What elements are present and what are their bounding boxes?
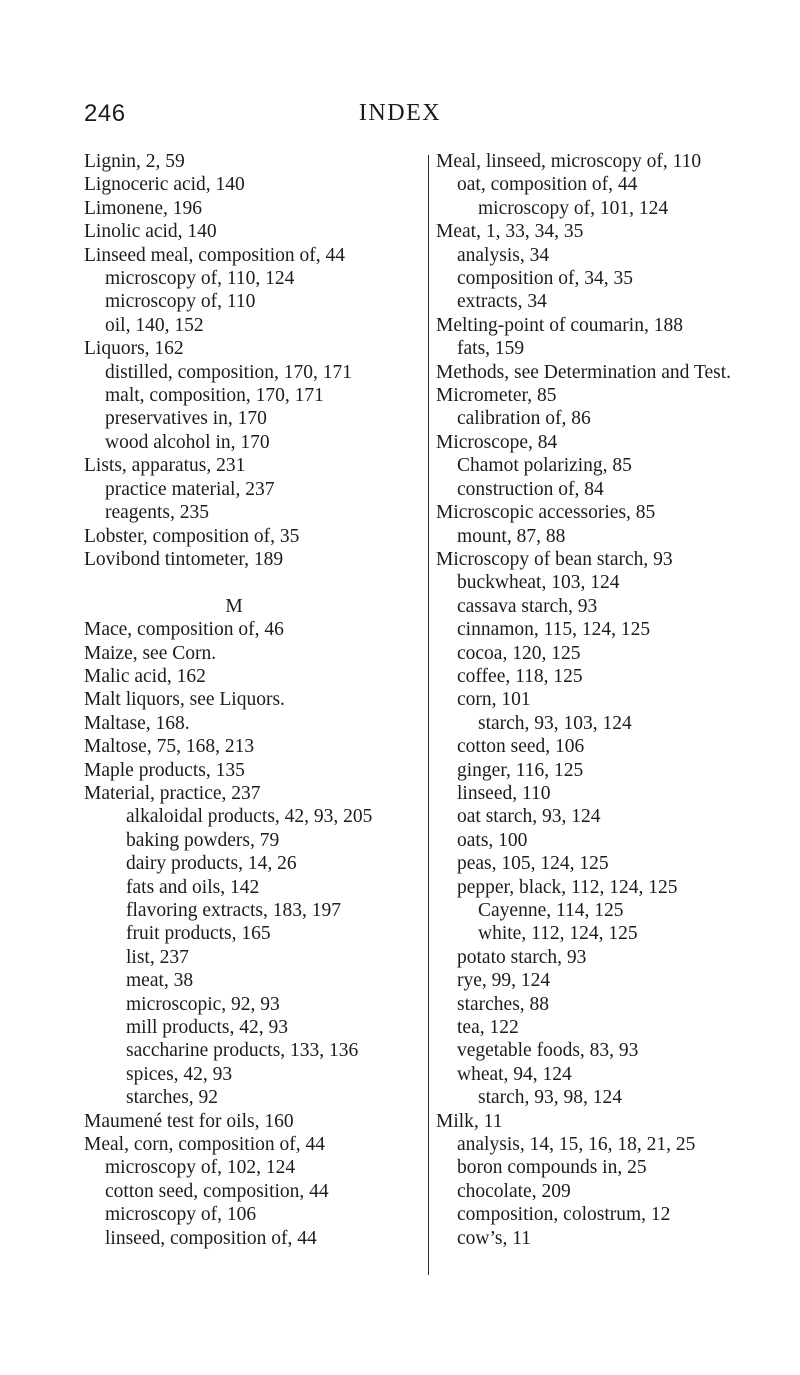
index-entry: Milk, 11 [436, 1110, 503, 1132]
index-subentry: microscopy of, 106 [105, 1204, 257, 1226]
index-subentry: pepper, black, 112, 124, 125 [457, 876, 678, 898]
index-subentry: linseed, 110 [457, 782, 551, 804]
index-subentry: white, 112, 124, 125 [478, 923, 638, 945]
index-subentry: distilled, composition, 170, 171 [105, 361, 352, 383]
index-entry: Linseed meal, composition of, 44 [84, 244, 346, 266]
index-entry: Lignoceric acid, 140 [84, 174, 245, 196]
index-subentry: fruit products, 165 [126, 923, 271, 945]
index-subentry: buckwheat, 103, 124 [457, 572, 620, 594]
index-column-right [436, 150, 796, 1250]
index-entry: Maize, see Corn. [84, 642, 217, 664]
index-subentry: microscopy of, 102, 124 [105, 1157, 296, 1179]
index-subentry: oat starch, 93, 124 [457, 806, 601, 828]
index-subentry: cassava starch, 93 [457, 595, 598, 617]
index-entry: Lignin, 2, 59 [84, 151, 185, 172]
index-subentry: analysis, 34 [457, 244, 550, 266]
index-subentry: coffee, 118, 125 [457, 665, 583, 687]
index-entry: Malt liquors, see Liquors. [84, 689, 285, 711]
index-subentry: peas, 105, 124, 125 [457, 853, 609, 875]
index-subentry: vegetable foods, 83, 93 [457, 1040, 639, 1062]
index-subentry: composition, colostrum, 12 [457, 1204, 671, 1226]
index-subentry: cotton seed, 106 [457, 736, 585, 758]
index-entry: Malic acid, 162 [84, 665, 206, 687]
index-subentry: fats, 159 [457, 338, 525, 360]
index-subentry: saccharine products, 133, 136 [126, 1040, 359, 1062]
index-entry: Material, practice, 237 [84, 782, 261, 804]
index-entry: Meal, linseed, microscopy of, 110 [436, 151, 702, 172]
index-subentry: baking powders, 79 [126, 829, 280, 851]
index-subentry: oats, 100 [457, 829, 528, 851]
index-subentry: fats and oils, 142 [126, 876, 260, 898]
index-subentry: reagents, 235 [105, 502, 209, 524]
index-entry: Liquors, 162 [84, 338, 184, 360]
index-subentry: potato starch, 93 [457, 946, 587, 968]
index-subentry: mill products, 42, 93 [126, 1017, 288, 1039]
index-entry: Melting-point of coumarin, 188 [436, 314, 683, 336]
column-divider [428, 155, 429, 1275]
index-subentry: spices, 42, 93 [126, 1063, 233, 1085]
index-subentry: malt, composition, 170, 171 [105, 385, 324, 407]
index-entry: Limonene, 196 [84, 197, 203, 219]
running-title: INDEX [358, 100, 442, 126]
index-entry: Micrometer, 85 [436, 385, 557, 407]
index-subentry: extracts, 34 [457, 291, 547, 313]
index-entry: Meat, 1, 33, 34, 35 [436, 221, 584, 243]
index-entry: Maumené test for oils, 160 [84, 1110, 294, 1132]
index-subentry: boron compounds in, 25 [457, 1157, 647, 1179]
index-subentry: starches, 92 [126, 1087, 219, 1109]
index-subentry: starch, 93, 98, 124 [478, 1087, 623, 1109]
index-subentry: meat, 38 [126, 970, 194, 992]
index-entry: Microscopic accessories, 85 [436, 502, 656, 524]
index-subentry: alkaloidal products, 42, 93, 205 [126, 806, 373, 828]
index-subentry: tea, 122 [457, 1017, 519, 1039]
index-subentry: oat, composition of, 44 [457, 174, 638, 196]
index-subentry: starches, 88 [457, 993, 550, 1015]
index-subentry: calibration of, 86 [457, 408, 591, 430]
index-subentry: linseed, composition of, 44 [105, 1227, 317, 1249]
section-letter-heading: M [225, 595, 243, 617]
index-entry: Maltase, 168. [84, 712, 190, 734]
index-entry: Microscopy of bean starch, 93 [436, 548, 673, 570]
index-entry: Lovibond tintometer, 189 [84, 548, 284, 570]
index-subentry: microscopic, 92, 93 [126, 993, 280, 1015]
index-subentry: starch, 93, 103, 124 [478, 712, 632, 734]
index-subentry: mount, 87, 88 [457, 525, 566, 547]
index-entry: Linolic acid, 140 [84, 221, 217, 243]
index-subentry: wheat, 94, 124 [457, 1063, 572, 1085]
index-subentry: analysis, 14, 15, 16, 18, 21, 25 [457, 1134, 696, 1156]
index-subentry: cow’s, 11 [457, 1227, 532, 1249]
index-subentry: Cayenne, 114, 125 [478, 900, 624, 921]
index-subentry: rye, 99, 124 [457, 970, 551, 992]
index-entry: Maple products, 135 [84, 759, 245, 781]
index-entry: Lists, apparatus, 231 [84, 455, 246, 477]
page-number: 246 [84, 100, 126, 127]
index-subentry: preservatives in, 170 [105, 408, 267, 430]
index-entry: Methods, see Determination and Test. [436, 361, 732, 383]
index-subentry: flavoring extracts, 183, 197 [126, 899, 341, 921]
index-subentry: microscopy of, 110, 124 [105, 268, 295, 290]
index-column-left [84, 150, 424, 1250]
index-subentry: microscopy of, 101, 124 [478, 197, 669, 219]
index-entry: Lobster, composition of, 35 [84, 525, 300, 547]
section-spacer [84, 571, 424, 594]
index-entry: Maltose, 75, 168, 213 [84, 736, 255, 758]
index-subentry: Chamot polarizing, 85 [457, 455, 632, 477]
index-subentry: practice material, 237 [105, 478, 275, 500]
index-subentry: cocoa, 120, 125 [457, 642, 581, 664]
index-subentry: ginger, 116, 125 [457, 759, 584, 781]
index-subentry: dairy products, 14, 26 [126, 853, 297, 875]
index-subentry: chocolate, 209 [457, 1180, 571, 1202]
index-subentry: construction of, 84 [457, 478, 604, 500]
index-subentry: corn, 101 [457, 689, 531, 711]
index-entry: Microscope, 84 [436, 431, 558, 453]
index-subentry: cinnamon, 115, 124, 125 [457, 619, 651, 641]
index-subentry: cotton seed, composition, 44 [105, 1180, 329, 1202]
index-entry: Mace, composition of, 46 [84, 619, 284, 641]
index-subentry: composition of, 34, 35 [457, 268, 634, 290]
index-entry: Meal, corn, composition of, 44 [84, 1134, 325, 1156]
index-subentry: microscopy of, 110 [105, 291, 256, 313]
index-subentry: wood alcohol in, 170 [105, 431, 270, 453]
index-subentry: oil, 140, 152 [105, 314, 204, 336]
page-header [0, 100, 800, 140]
index-subentry: list, 237 [126, 946, 189, 968]
